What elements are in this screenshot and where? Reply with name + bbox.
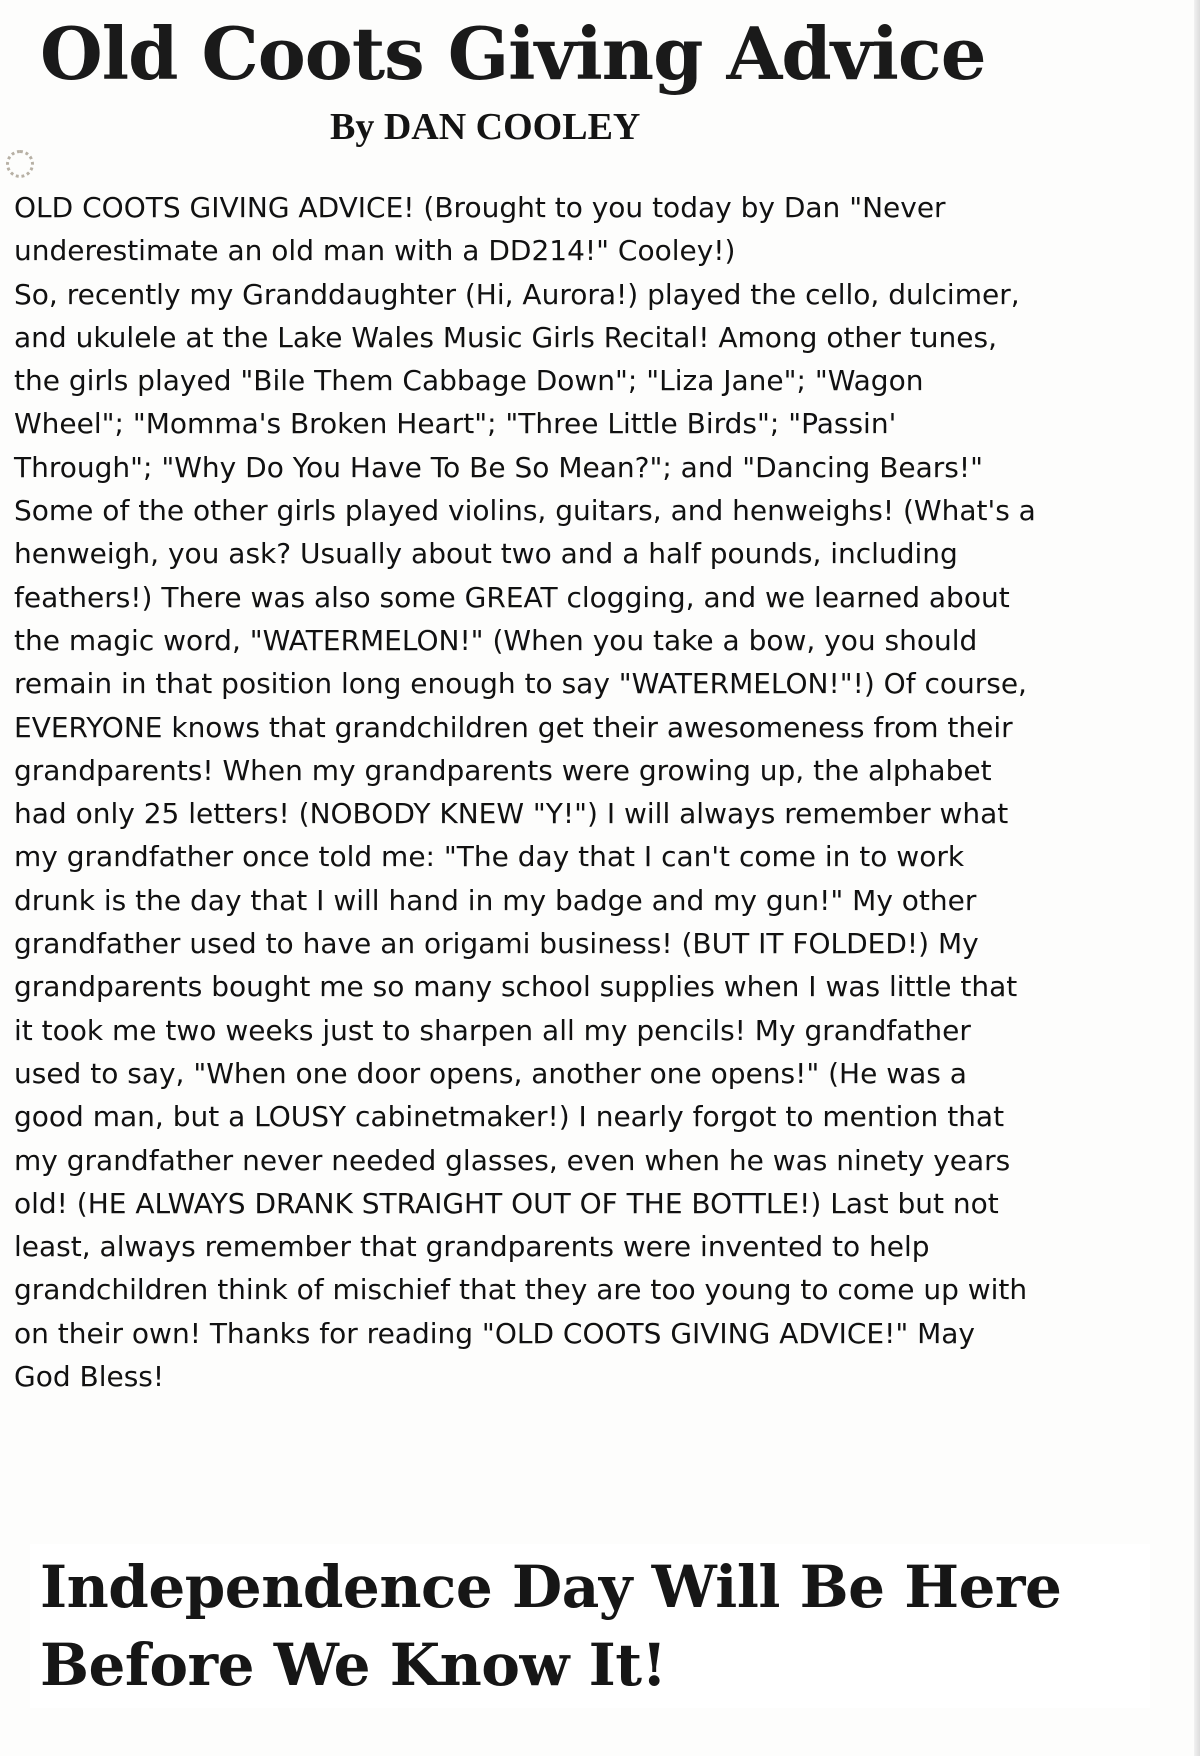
body-line: had only 25 letters! (NOBODY KNEW "Y!") I will always remember what: [14, 797, 1009, 831]
body-line: Through"; "Why Do You Have To Be So Mean?"; and "Dancing Bears!": [14, 450, 983, 484]
body-line: grandchildren think of mischief that they are too young to come up with: [14, 1273, 1028, 1307]
body-line: least, always remember that grandparents were invented to help: [14, 1230, 930, 1264]
body-line: the girls played "Bile Them Cabbage Down"; "Liza Jane"; "Wagon: [14, 364, 924, 398]
scan-blemish-mark: [6, 150, 34, 178]
scan-edge: [1194, 0, 1200, 1756]
article-byline: By DAN COOLEY: [330, 106, 641, 148]
body-line: on their own! Thanks for reading "OLD COOTS GIVING ADVICE!" May: [14, 1316, 975, 1350]
body-line: So, recently my Granddaughter (Hi, Aurora!) played the cello, dulcimer,: [14, 277, 1020, 311]
body-line: grandfather used to have an origami business! (BUT IT FOLDED!) My: [14, 927, 979, 961]
body-line: henweigh, you ask? Usually about two and a half pounds, including: [14, 537, 958, 571]
body-line: feathers!) There was also some GREAT clogging, and we learned about: [14, 580, 1010, 614]
independence-day-headline: [40, 1548, 1160, 1704]
body-line: grandparents! When my grandparents were growing up, the alphabet: [14, 753, 992, 787]
body-line: old! (HE ALWAYS DRANK STRAIGHT OUT OF THE BOTTLE!) Last but not: [14, 1186, 999, 1220]
body-line: Wheel"; "Momma's Broken Heart"; "Three Little Birds"; "Passin': [14, 407, 897, 441]
headline-line-1: Independence Day Will Be Here: [40, 1553, 1062, 1621]
body-line: the magic word, "WATERMELON!" (When you take a bow, you should: [14, 623, 978, 657]
body-line: God Bless!: [14, 1360, 165, 1394]
body-line: OLD COOTS GIVING ADVICE! (Brought to you today by Dan "Never: [14, 191, 946, 224]
body-line: and ukulele at the Lake Wales Music Girls Recital! Among other tunes,: [14, 320, 997, 354]
body-line: drunk is the day that I will hand in my badge and my gun!" My other: [14, 883, 977, 917]
body-line: good man, but a LOUSY cabinetmaker!) I nearly forgot to mention that: [14, 1100, 1005, 1134]
article-title: Old Coots Giving Advice: [40, 11, 986, 96]
body-line: grandparents bought me so many school supplies when I was little that: [14, 970, 1018, 1004]
body-line: remain in that position long enough to say "WATERMELON!"!) Of course,: [14, 667, 1027, 701]
body-line: underestimate an old man with a DD214!" Cooley!): [14, 234, 736, 268]
body-line: my grandfather once told me: "The day that I can't come in to work: [14, 840, 965, 874]
body-line: it took me two weeks just to sharpen all my pencils! My grandfather: [14, 1013, 971, 1047]
article-body: [14, 186, 1194, 1398]
headline-line-2: Before We Know It!: [40, 1631, 667, 1699]
body-line: Some of the other girls played violins, guitars, and henweighs! (What's a: [14, 494, 1036, 528]
body-line: used to say, "When one door opens, another one opens!" (He was a: [14, 1056, 967, 1090]
body-line: my grandfather never needed glasses, even when he was ninety years: [14, 1143, 1011, 1177]
body-line: EVERYONE knows that grandchildren get their awesomeness from their: [14, 710, 1013, 744]
